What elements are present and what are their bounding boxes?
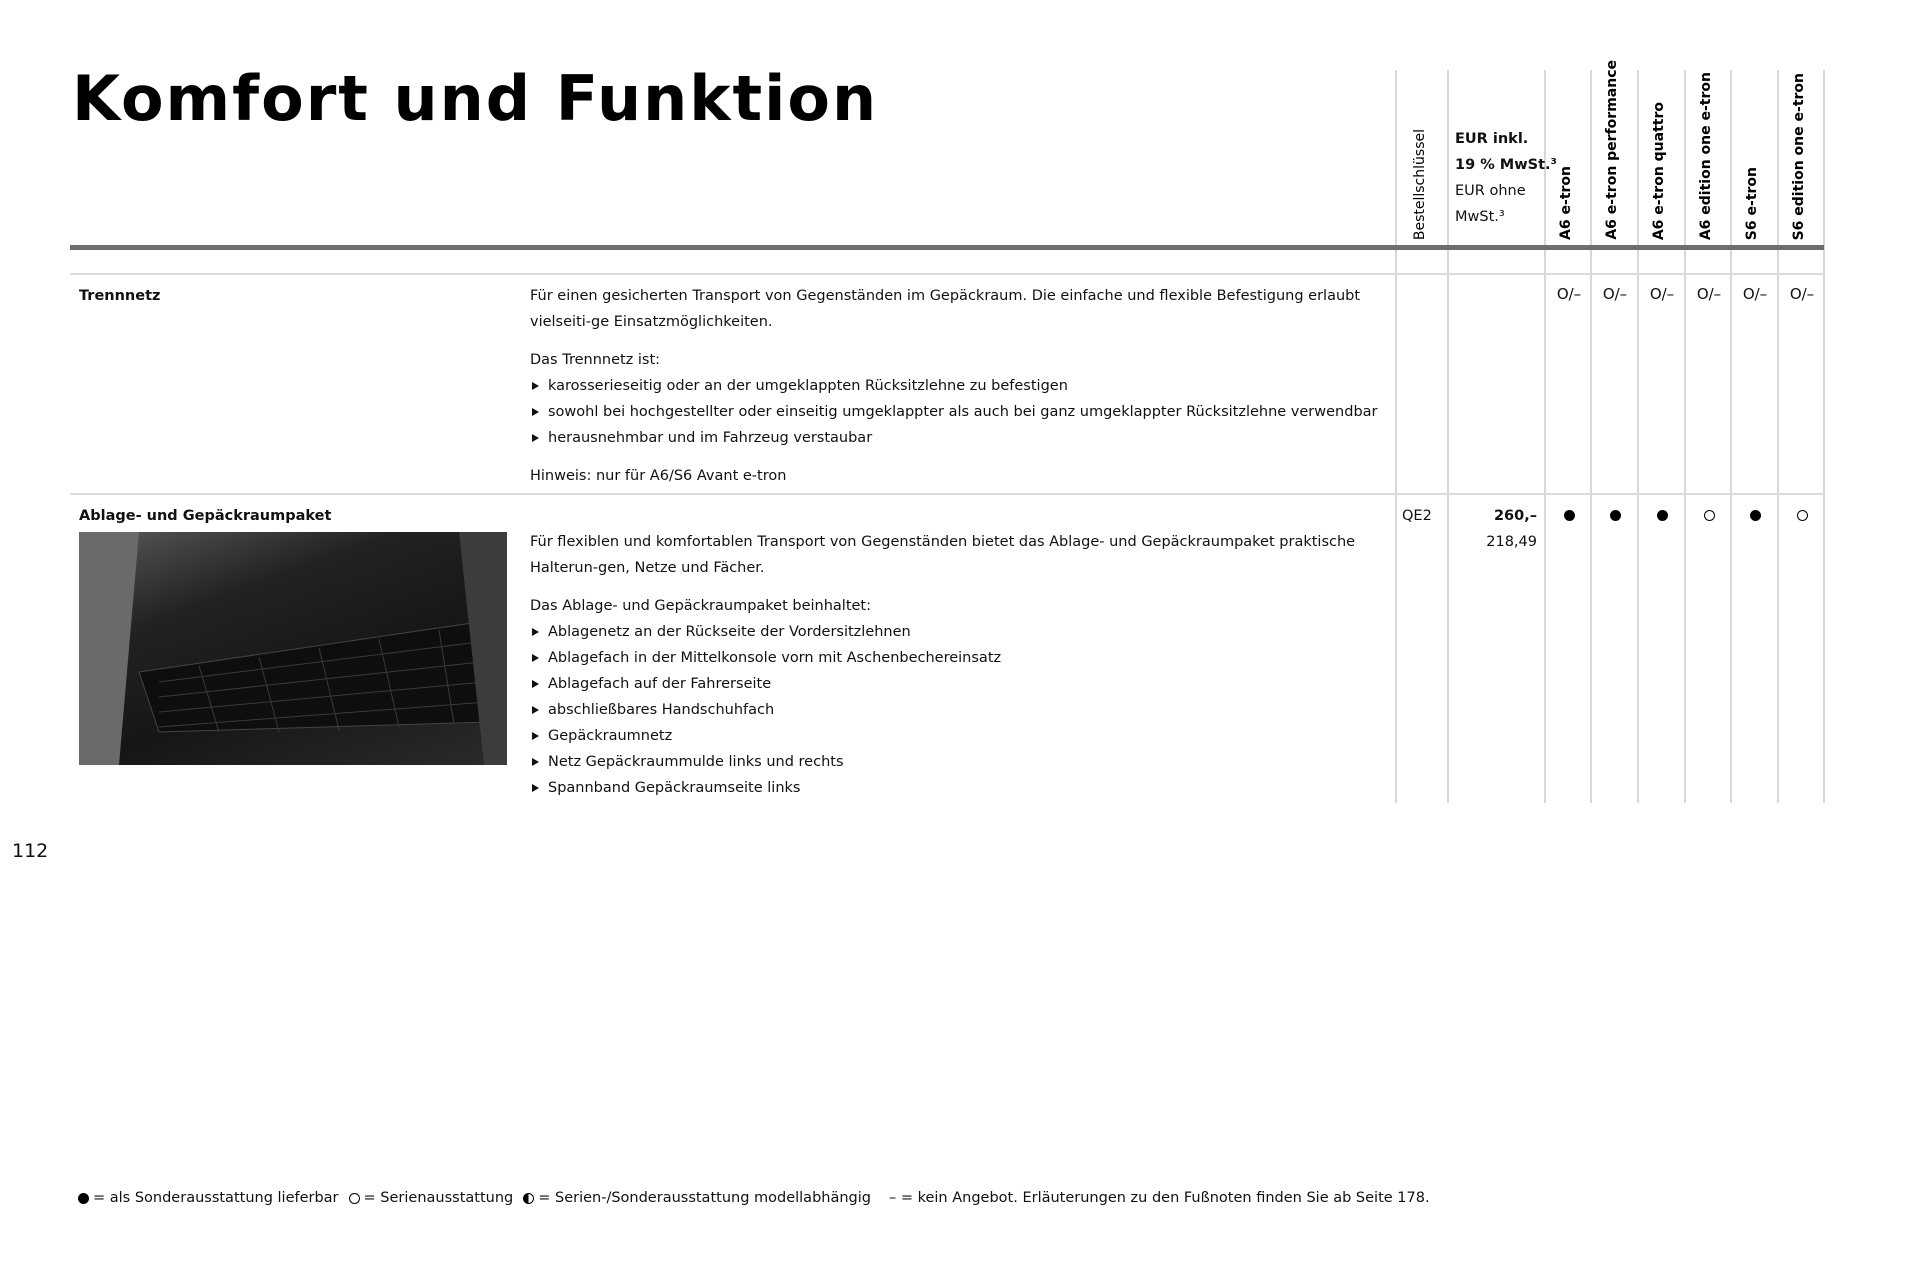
header-price-excl-2: MwSt.³ bbox=[1455, 209, 1505, 225]
ring-icon bbox=[1797, 510, 1808, 521]
filled-dot-icon bbox=[1657, 510, 1668, 521]
column-divider bbox=[1730, 70, 1732, 803]
header-model: S6 e-tron bbox=[1744, 166, 1760, 240]
row-intro: Für einen gesicherten Transport von Gegenständen im Gepäckraum. Die einfache und flexible Befestigung erlaubt vielseiti-ge Einsatzmöglichkeiten. bbox=[530, 288, 1361, 330]
legend bbox=[78, 1190, 1430, 1206]
column-divider bbox=[1684, 70, 1686, 803]
luggage-compartment-photo bbox=[79, 532, 507, 765]
availability-cell: O/– bbox=[1742, 285, 1768, 303]
row-title: Trennnetz bbox=[79, 288, 161, 304]
header-model: A6 edition one e-tron bbox=[1698, 71, 1714, 240]
ring-icon bbox=[1704, 510, 1715, 521]
order-code: QE2 bbox=[1402, 508, 1432, 524]
filled-dot-icon bbox=[1610, 510, 1621, 521]
feature-list bbox=[530, 373, 1390, 451]
availability-cell: O/– bbox=[1649, 285, 1675, 303]
header-model: A6 e-tron bbox=[1558, 166, 1574, 240]
row-divider bbox=[70, 273, 1824, 275]
row-description bbox=[530, 283, 1390, 489]
header-price-incl-1: EUR inkl. bbox=[1455, 131, 1529, 147]
column-divider bbox=[1637, 70, 1639, 803]
price-excl: 218,49 bbox=[1486, 534, 1537, 550]
availability-cell: O/– bbox=[1696, 285, 1722, 303]
ring-icon bbox=[349, 1193, 360, 1204]
price bbox=[1449, 503, 1537, 555]
list-item: Gepäckraumnetz bbox=[530, 723, 1390, 749]
list-item: Ablagenetz an der Rückseite der Vordersitzlehnen bbox=[530, 619, 1390, 645]
availability-optional bbox=[1639, 507, 1685, 525]
header-price-excl-1: EUR ohne bbox=[1455, 183, 1526, 199]
legend-model-dependent: = Serien-/Sonderausstattung modellabhängig bbox=[538, 1190, 871, 1206]
half-dot-icon bbox=[523, 1193, 534, 1204]
page-title: Komfort und Funktion bbox=[72, 62, 879, 135]
list-item: sowohl bei hochgestellter oder einseitig umgeklappter als auch bei ganz umgeklappter Rücksitzlehne verwendbar bbox=[530, 399, 1390, 425]
header-model: S6 edition one e-tron bbox=[1791, 72, 1807, 240]
list-item: herausnehmbar und im Fahrzeug verstaubar bbox=[530, 425, 1390, 451]
column-divider bbox=[1777, 70, 1779, 803]
price-incl: 260,– bbox=[1493, 508, 1537, 524]
list-item: Ablagefach auf der Fahrerseite bbox=[530, 671, 1390, 697]
row-note: Hinweis: nur für A6/S6 Avant e-tron bbox=[530, 468, 787, 484]
list-item: karosserieseitig oder an der umgeklappten Rücksitzlehne zu befestigen bbox=[530, 373, 1390, 399]
row-title: Ablage- und Gepäckraumpaket bbox=[79, 508, 332, 524]
row-list-title: Das Trennnetz ist: bbox=[530, 352, 661, 368]
filled-dot-icon bbox=[1750, 510, 1761, 521]
column-divider bbox=[1395, 70, 1397, 803]
availability-cell: O/– bbox=[1602, 285, 1628, 303]
feature-list bbox=[530, 619, 1390, 801]
column-divider bbox=[1823, 70, 1825, 803]
availability-standard bbox=[1686, 507, 1732, 525]
header-order-key: Bestellschlüssel bbox=[1412, 128, 1428, 240]
filled-dot-icon bbox=[78, 1193, 89, 1204]
legend-none: – = kein Angebot. Erläuterungen zu den Fußnoten finden Sie ab Seite 178. bbox=[888, 1190, 1430, 1206]
column-divider bbox=[1590, 70, 1592, 803]
legend-standard: = Serienausstattung bbox=[363, 1190, 514, 1206]
header-price bbox=[1455, 126, 1557, 230]
list-item: Ablagefach in der Mittelkonsole vorn mit Aschenbechereinsatz bbox=[530, 645, 1390, 671]
column-divider bbox=[1447, 70, 1449, 803]
row-intro: Für flexiblen und komfortablen Transport von Gegenständen bietet das Ablage- und Gepäckraumpaket praktische Halterun-gen, Netze und Fächer. bbox=[530, 534, 1356, 576]
availability-optional bbox=[1592, 507, 1638, 525]
availability-cell: O/– bbox=[1556, 285, 1582, 303]
header-model: A6 e-tron quattro bbox=[1651, 101, 1667, 240]
header-rule bbox=[70, 245, 1824, 250]
page-number: 112 bbox=[12, 840, 49, 862]
availability-cell: O/– bbox=[1789, 285, 1815, 303]
list-item: abschließbares Handschuhfach bbox=[530, 697, 1390, 723]
availability-optional bbox=[1732, 507, 1778, 525]
header-price-incl-2: 19 % MwSt.³ bbox=[1455, 157, 1557, 173]
availability-optional bbox=[1546, 507, 1592, 525]
row-description bbox=[530, 529, 1390, 801]
list-item: Netz Gepäckraummulde links und rechts bbox=[530, 749, 1390, 775]
list-item: Spannband Gepäckraumseite links bbox=[530, 775, 1390, 801]
availability-standard bbox=[1779, 507, 1825, 525]
row-divider bbox=[70, 493, 1824, 495]
row-list-title: Das Ablage- und Gepäckraumpaket beinhaltet: bbox=[530, 598, 871, 614]
filled-dot-icon bbox=[1564, 510, 1575, 521]
header-model: A6 e-tron performance bbox=[1604, 60, 1620, 240]
legend-optional: = als Sonderausstattung lieferbar bbox=[93, 1190, 339, 1206]
